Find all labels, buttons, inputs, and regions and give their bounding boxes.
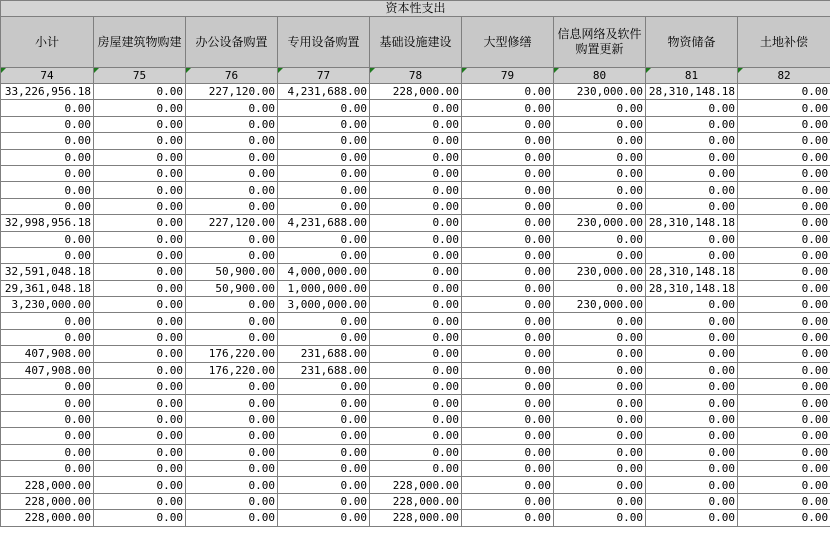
table-cell[interactable]: 0.00 xyxy=(738,215,830,231)
table-cell[interactable]: 0.00 xyxy=(554,510,646,526)
table-cell[interactable]: 0.00 xyxy=(94,264,186,280)
table-cell[interactable]: 0.00 xyxy=(278,231,370,247)
table-cell[interactable]: 0.00 xyxy=(646,477,738,493)
table-cell[interactable]: 0.00 xyxy=(462,231,554,247)
table-cell[interactable]: 0.00 xyxy=(554,346,646,362)
table-row xyxy=(1,231,830,247)
table-cell[interactable]: 231,688.00 xyxy=(278,346,370,362)
table-cell[interactable]: 0.00 xyxy=(94,477,186,493)
table-cell[interactable]: 0.00 xyxy=(186,411,278,427)
table-cell[interactable]: 0.00 xyxy=(370,133,462,149)
table-cell[interactable]: 0.00 xyxy=(646,149,738,165)
column-header[interactable]: 房屋建筑物购建 xyxy=(94,17,186,68)
table-cell[interactable]: 0.00 xyxy=(462,428,554,444)
column-code[interactable]: 76 xyxy=(186,68,278,84)
table-cell[interactable]: 0.00 xyxy=(94,165,186,181)
table-row xyxy=(1,84,830,100)
table-cell[interactable]: 50,900.00 xyxy=(186,280,278,296)
table-cell[interactable]: 0.00 xyxy=(370,395,462,411)
table-cell[interactable]: 3,230,000.00 xyxy=(1,297,94,313)
table-cell[interactable]: 228,000.00 xyxy=(1,477,94,493)
column-code[interactable]: 79 xyxy=(462,68,554,84)
table-cell[interactable]: 0.00 xyxy=(738,477,830,493)
table-cell[interactable]: 0.00 xyxy=(186,198,278,214)
table-cell[interactable]: 0.00 xyxy=(462,133,554,149)
table-cell[interactable]: 0.00 xyxy=(1,116,94,132)
table-cell[interactable]: 28,310,148.18 xyxy=(646,264,738,280)
table-row xyxy=(1,362,830,378)
table-row xyxy=(1,149,830,165)
table-cell[interactable]: 50,900.00 xyxy=(186,264,278,280)
column-header[interactable]: 办公设备购置 xyxy=(186,17,278,68)
table-row xyxy=(1,379,830,395)
table-cell[interactable]: 0.00 xyxy=(554,493,646,509)
table-cell[interactable]: 0.00 xyxy=(462,346,554,362)
table-cell[interactable]: 4,000,000.00 xyxy=(278,264,370,280)
table-cell[interactable]: 0.00 xyxy=(1,313,94,329)
table-cell[interactable]: 0.00 xyxy=(462,280,554,296)
table-cell[interactable]: 0.00 xyxy=(554,198,646,214)
table-row xyxy=(1,280,830,296)
table-row xyxy=(1,411,830,427)
table-cell[interactable]: 228,000.00 xyxy=(370,477,462,493)
table-cell[interactable]: 28,310,148.18 xyxy=(646,280,738,296)
table-cell[interactable]: 0.00 xyxy=(278,313,370,329)
table-row xyxy=(1,346,830,362)
table-cell[interactable]: 0.00 xyxy=(186,395,278,411)
table-cell[interactable]: 0.00 xyxy=(1,198,94,214)
table-cell[interactable]: 0.00 xyxy=(1,231,94,247)
column-header[interactable]: 土地补偿 xyxy=(738,17,830,68)
table-row xyxy=(1,510,830,526)
table-cell[interactable]: 0.00 xyxy=(278,116,370,132)
table-cell[interactable]: 0.00 xyxy=(1,395,94,411)
table-cell[interactable]: 0.00 xyxy=(554,100,646,116)
table-cell[interactable]: 0.00 xyxy=(462,149,554,165)
table-cell[interactable]: 32,591,048.18 xyxy=(1,264,94,280)
table-cell[interactable]: 0.00 xyxy=(462,460,554,476)
table-cell[interactable]: 0.00 xyxy=(94,444,186,460)
table-cell[interactable]: 0.00 xyxy=(462,215,554,231)
table-cell[interactable]: 33,226,956.18 xyxy=(1,84,94,100)
table-cell[interactable]: 0.00 xyxy=(646,411,738,427)
column-code[interactable]: 81 xyxy=(646,68,738,84)
table-cell[interactable]: 0.00 xyxy=(646,493,738,509)
table-cell[interactable]: 0.00 xyxy=(370,264,462,280)
table-cell[interactable]: 0.00 xyxy=(738,165,830,181)
table-cell[interactable]: 0.00 xyxy=(462,329,554,345)
table-cell[interactable]: 0.00 xyxy=(278,493,370,509)
table-cell[interactable]: 230,000.00 xyxy=(554,84,646,100)
column-code[interactable]: 78 xyxy=(370,68,462,84)
table-cell[interactable]: 0.00 xyxy=(370,362,462,378)
table-row xyxy=(1,133,830,149)
table-cell[interactable]: 0.00 xyxy=(94,198,186,214)
table-cell[interactable]: 0.00 xyxy=(554,411,646,427)
table-cell[interactable]: 0.00 xyxy=(554,444,646,460)
table-cell[interactable]: 0.00 xyxy=(278,460,370,476)
table-row xyxy=(1,215,830,231)
table-cell[interactable]: 0.00 xyxy=(738,84,830,100)
table-cell[interactable]: 0.00 xyxy=(278,510,370,526)
code-row xyxy=(1,68,830,84)
table-cell[interactable]: 0.00 xyxy=(94,116,186,132)
table-cell[interactable]: 228,000.00 xyxy=(1,493,94,509)
column-header[interactable]: 信息网络及软件购置更新 xyxy=(554,17,646,68)
table-cell[interactable]: 0.00 xyxy=(370,460,462,476)
table-cell[interactable]: 0.00 xyxy=(94,313,186,329)
table-cell[interactable]: 0.00 xyxy=(462,182,554,198)
table-cell[interactable]: 0.00 xyxy=(186,100,278,116)
table-cell[interactable]: 0.00 xyxy=(554,379,646,395)
table-cell[interactable]: 0.00 xyxy=(278,198,370,214)
table-cell[interactable]: 0.00 xyxy=(462,444,554,460)
table-row xyxy=(1,165,830,181)
table-cell[interactable]: 0.00 xyxy=(1,165,94,181)
table-cell[interactable]: 0.00 xyxy=(738,510,830,526)
table-row xyxy=(1,493,830,509)
table-cell[interactable]: 0.00 xyxy=(186,428,278,444)
column-header[interactable]: 基础设施建设 xyxy=(370,17,462,68)
table-row xyxy=(1,116,830,132)
table-cell[interactable]: 0.00 xyxy=(370,379,462,395)
table-cell[interactable]: 0.00 xyxy=(278,133,370,149)
column-code[interactable]: 77 xyxy=(278,68,370,84)
table-cell[interactable]: 0.00 xyxy=(554,247,646,263)
table-cell[interactable]: 0.00 xyxy=(186,379,278,395)
table-cell[interactable]: 0.00 xyxy=(186,231,278,247)
table-cell[interactable]: 3,000,000.00 xyxy=(278,297,370,313)
table-cell[interactable]: 0.00 xyxy=(462,100,554,116)
table-cell[interactable]: 0.00 xyxy=(94,215,186,231)
table-cell[interactable]: 0.00 xyxy=(738,280,830,296)
table-cell[interactable]: 0.00 xyxy=(278,165,370,181)
table-cell[interactable]: 0.00 xyxy=(370,165,462,181)
section-title[interactable]: 资本性支出 xyxy=(1,1,830,17)
table-cell[interactable]: 0.00 xyxy=(186,460,278,476)
table-cell[interactable]: 228,000.00 xyxy=(370,510,462,526)
table-cell[interactable]: 0.00 xyxy=(554,165,646,181)
table-cell[interactable]: 0.00 xyxy=(278,395,370,411)
table-cell[interactable]: 0.00 xyxy=(462,116,554,132)
table-cell[interactable]: 0.00 xyxy=(462,313,554,329)
table-cell[interactable]: 0.00 xyxy=(738,395,830,411)
header-row xyxy=(1,17,830,68)
table-cell[interactable]: 228,000.00 xyxy=(370,493,462,509)
table-cell[interactable]: 0.00 xyxy=(370,297,462,313)
table-cell[interactable]: 0.00 xyxy=(278,149,370,165)
table-cell[interactable]: 0.00 xyxy=(278,100,370,116)
table-cell[interactable]: 0.00 xyxy=(94,182,186,198)
table-cell[interactable]: 0.00 xyxy=(370,444,462,460)
table-cell[interactable]: 0.00 xyxy=(554,329,646,345)
table-cell[interactable]: 0.00 xyxy=(646,460,738,476)
table-cell[interactable]: 227,120.00 xyxy=(186,215,278,231)
table-cell[interactable]: 0.00 xyxy=(186,444,278,460)
table-cell[interactable]: 0.00 xyxy=(738,411,830,427)
table-cell[interactable]: 0.00 xyxy=(462,264,554,280)
table-cell[interactable]: 0.00 xyxy=(462,247,554,263)
table-cell[interactable]: 0.00 xyxy=(186,149,278,165)
table-cell[interactable]: 0.00 xyxy=(370,116,462,132)
table-cell[interactable]: 0.00 xyxy=(186,133,278,149)
table-row xyxy=(1,247,830,263)
table-cell[interactable]: 0.00 xyxy=(646,362,738,378)
table-cell[interactable]: 4,231,688.00 xyxy=(278,84,370,100)
table-row xyxy=(1,329,830,345)
table-cell[interactable]: 0.00 xyxy=(370,346,462,362)
table-cell[interactable]: 0.00 xyxy=(186,477,278,493)
table-cell[interactable]: 0.00 xyxy=(646,165,738,181)
table-cell[interactable]: 230,000.00 xyxy=(554,264,646,280)
table-cell[interactable]: 0.00 xyxy=(462,395,554,411)
table-cell[interactable]: 0.00 xyxy=(554,182,646,198)
table-cell[interactable]: 0.00 xyxy=(370,313,462,329)
table-cell[interactable]: 0.00 xyxy=(646,297,738,313)
table-cell[interactable]: 0.00 xyxy=(738,100,830,116)
table-cell[interactable]: 0.00 xyxy=(94,149,186,165)
table-cell[interactable]: 0.00 xyxy=(1,133,94,149)
table-cell[interactable]: 0.00 xyxy=(738,379,830,395)
column-code[interactable]: 82 xyxy=(738,68,830,84)
table-cell[interactable]: 0.00 xyxy=(738,428,830,444)
table-cell[interactable]: 0.00 xyxy=(370,247,462,263)
table-cell[interactable]: 0.00 xyxy=(554,116,646,132)
table-cell[interactable]: 0.00 xyxy=(94,379,186,395)
table-cell[interactable]: 0.00 xyxy=(1,182,94,198)
table-cell[interactable]: 0.00 xyxy=(646,182,738,198)
table-cell[interactable]: 0.00 xyxy=(738,116,830,132)
table-cell[interactable]: 0.00 xyxy=(738,346,830,362)
column-header[interactable]: 物资储备 xyxy=(646,17,738,68)
table-cell[interactable]: 0.00 xyxy=(186,329,278,345)
table-cell[interactable]: 0.00 xyxy=(94,395,186,411)
column-header[interactable]: 大型修缮 xyxy=(462,17,554,68)
table-cell[interactable]: 0.00 xyxy=(1,379,94,395)
table-cell[interactable]: 0.00 xyxy=(370,215,462,231)
table-cell[interactable]: 0.00 xyxy=(1,411,94,427)
table-cell[interactable]: 0.00 xyxy=(462,379,554,395)
table-cell[interactable]: 0.00 xyxy=(94,100,186,116)
table-cell[interactable]: 0.00 xyxy=(1,247,94,263)
table-cell[interactable]: 0.00 xyxy=(462,198,554,214)
table-cell[interactable]: 0.00 xyxy=(462,84,554,100)
table-cell[interactable]: 0.00 xyxy=(186,493,278,509)
table-cell[interactable]: 0.00 xyxy=(738,329,830,345)
column-header[interactable]: 专用设备购置 xyxy=(278,17,370,68)
table-cell[interactable]: 0.00 xyxy=(554,460,646,476)
table-cell[interactable]: 227,120.00 xyxy=(186,84,278,100)
table-cell[interactable]: 0.00 xyxy=(278,379,370,395)
table-cell[interactable]: 0.00 xyxy=(186,116,278,132)
table-cell[interactable]: 0.00 xyxy=(94,297,186,313)
table-cell[interactable]: 0.00 xyxy=(646,133,738,149)
table-cell[interactable]: 0.00 xyxy=(738,362,830,378)
table-row xyxy=(1,428,830,444)
table-cell[interactable]: 407,908.00 xyxy=(1,346,94,362)
table-cell[interactable]: 0.00 xyxy=(94,133,186,149)
table-cell[interactable]: 0.00 xyxy=(186,297,278,313)
table-cell[interactable]: 0.00 xyxy=(738,444,830,460)
table-cell[interactable]: 0.00 xyxy=(646,379,738,395)
table-cell[interactable]: 0.00 xyxy=(370,182,462,198)
table-cell[interactable]: 0.00 xyxy=(94,247,186,263)
table-cell[interactable]: 0.00 xyxy=(186,182,278,198)
table-cell[interactable]: 4,231,688.00 xyxy=(278,215,370,231)
table-cell[interactable]: 0.00 xyxy=(462,165,554,181)
table-cell[interactable]: 0.00 xyxy=(94,329,186,345)
table-cell[interactable]: 0.00 xyxy=(370,411,462,427)
table-cell[interactable]: 0.00 xyxy=(94,510,186,526)
table-cell[interactable]: 0.00 xyxy=(1,149,94,165)
column-code[interactable]: 80 xyxy=(554,68,646,84)
table-cell[interactable]: 176,220.00 xyxy=(186,362,278,378)
table-cell[interactable]: 176,220.00 xyxy=(186,346,278,362)
table-cell[interactable]: 0.00 xyxy=(646,231,738,247)
table-cell[interactable]: 0.00 xyxy=(278,444,370,460)
table-row xyxy=(1,264,830,280)
table-cell[interactable]: 0.00 xyxy=(646,100,738,116)
table-cell[interactable]: 0.00 xyxy=(186,510,278,526)
table-cell[interactable]: 0.00 xyxy=(462,510,554,526)
table-cell[interactable]: 0.00 xyxy=(1,428,94,444)
table-cell[interactable]: 0.00 xyxy=(462,477,554,493)
table-cell[interactable]: 0.00 xyxy=(554,395,646,411)
table-row xyxy=(1,477,830,493)
table-cell[interactable]: 0.00 xyxy=(554,477,646,493)
table-cell[interactable]: 0.00 xyxy=(94,428,186,444)
table-cell[interactable]: 0.00 xyxy=(186,165,278,181)
table-cell[interactable]: 0.00 xyxy=(646,346,738,362)
table-cell[interactable]: 0.00 xyxy=(94,460,186,476)
table-cell[interactable]: 0.00 xyxy=(370,329,462,345)
table-cell[interactable]: 0.00 xyxy=(1,329,94,345)
table-cell[interactable]: 0.00 xyxy=(370,100,462,116)
table-cell[interactable]: 0.00 xyxy=(370,149,462,165)
table-cell[interactable]: 0.00 xyxy=(646,116,738,132)
table-cell[interactable]: 28,310,148.18 xyxy=(646,215,738,231)
table-cell[interactable]: 0.00 xyxy=(462,297,554,313)
table-cell[interactable]: 0.00 xyxy=(738,493,830,509)
table-cell[interactable]: 0.00 xyxy=(370,428,462,444)
table-row xyxy=(1,395,830,411)
table-cell[interactable]: 0.00 xyxy=(738,313,830,329)
table-cell[interactable]: 0.00 xyxy=(94,493,186,509)
table-cell[interactable]: 0.00 xyxy=(646,247,738,263)
table-cell[interactable]: 0.00 xyxy=(278,329,370,345)
table-row xyxy=(1,460,830,476)
table-cell[interactable]: 0.00 xyxy=(94,362,186,378)
table-cell[interactable]: 0.00 xyxy=(646,395,738,411)
table-cell[interactable]: 0.00 xyxy=(738,297,830,313)
table-cell[interactable]: 28,310,148.18 xyxy=(646,84,738,100)
table-cell[interactable]: 29,361,048.18 xyxy=(1,280,94,296)
table-row xyxy=(1,444,830,460)
column-code[interactable]: 74 xyxy=(1,68,94,84)
table-cell[interactable]: 0.00 xyxy=(370,231,462,247)
table-cell[interactable]: 0.00 xyxy=(646,444,738,460)
title-row xyxy=(1,1,830,17)
table-cell[interactable]: 0.00 xyxy=(94,84,186,100)
table-cell[interactable]: 0.00 xyxy=(738,460,830,476)
table-cell[interactable]: 0.00 xyxy=(738,264,830,280)
table-cell[interactable]: 0.00 xyxy=(554,133,646,149)
table-cell[interactable]: 0.00 xyxy=(94,411,186,427)
table-cell[interactable]: 0.00 xyxy=(278,428,370,444)
table-cell[interactable]: 0.00 xyxy=(554,280,646,296)
table-cell[interactable]: 0.00 xyxy=(646,198,738,214)
table-row xyxy=(1,182,830,198)
table-cell[interactable]: 0.00 xyxy=(462,411,554,427)
table-cell[interactable]: 0.00 xyxy=(1,460,94,476)
column-header[interactable]: 小计 xyxy=(1,17,94,68)
table-cell[interactable]: 230,000.00 xyxy=(554,297,646,313)
table-cell[interactable]: 0.00 xyxy=(554,231,646,247)
table-cell[interactable]: 0.00 xyxy=(278,477,370,493)
table-cell[interactable]: 228,000.00 xyxy=(1,510,94,526)
table-cell[interactable]: 0.00 xyxy=(278,411,370,427)
table-cell[interactable]: 0.00 xyxy=(1,100,94,116)
table-cell[interactable]: 0.00 xyxy=(646,428,738,444)
table-cell[interactable]: 0.00 xyxy=(278,182,370,198)
table-cell[interactable]: 0.00 xyxy=(554,313,646,329)
table-cell[interactable]: 0.00 xyxy=(646,329,738,345)
table-cell[interactable]: 0.00 xyxy=(738,247,830,263)
table-cell[interactable]: 0.00 xyxy=(94,231,186,247)
table-cell[interactable]: 231,688.00 xyxy=(278,362,370,378)
table-row xyxy=(1,100,830,116)
table-cell[interactable]: 0.00 xyxy=(462,493,554,509)
column-code[interactable]: 75 xyxy=(94,68,186,84)
table-cell[interactable]: 0.00 xyxy=(738,133,830,149)
table-cell[interactable]: 0.00 xyxy=(738,149,830,165)
table-cell[interactable]: 0.00 xyxy=(554,149,646,165)
table-cell[interactable]: 230,000.00 xyxy=(554,215,646,231)
table-cell[interactable]: 228,000.00 xyxy=(370,84,462,100)
table-cell[interactable]: 0.00 xyxy=(738,231,830,247)
table-row xyxy=(1,313,830,329)
table-cell[interactable]: 0.00 xyxy=(646,510,738,526)
table-cell[interactable]: 0.00 xyxy=(554,428,646,444)
table-cell[interactable]: 0.00 xyxy=(370,280,462,296)
table-cell[interactable]: 0.00 xyxy=(94,346,186,362)
table-row xyxy=(1,198,830,214)
table-cell[interactable]: 407,908.00 xyxy=(1,362,94,378)
table-cell[interactable]: 0.00 xyxy=(738,198,830,214)
table-cell[interactable]: 0.00 xyxy=(554,362,646,378)
table-cell[interactable]: 0.00 xyxy=(186,313,278,329)
table-cell[interactable]: 32,998,956.18 xyxy=(1,215,94,231)
table-cell[interactable]: 0.00 xyxy=(94,280,186,296)
table-cell[interactable]: 0.00 xyxy=(738,182,830,198)
table-cell[interactable]: 0.00 xyxy=(646,313,738,329)
table-cell[interactable]: 0.00 xyxy=(462,362,554,378)
table-cell[interactable]: 0.00 xyxy=(186,247,278,263)
table-cell[interactable]: 0.00 xyxy=(1,444,94,460)
table-cell[interactable]: 0.00 xyxy=(278,247,370,263)
table-cell[interactable]: 0.00 xyxy=(370,198,462,214)
table-cell[interactable]: 1,000,000.00 xyxy=(278,280,370,296)
table-row xyxy=(1,297,830,313)
